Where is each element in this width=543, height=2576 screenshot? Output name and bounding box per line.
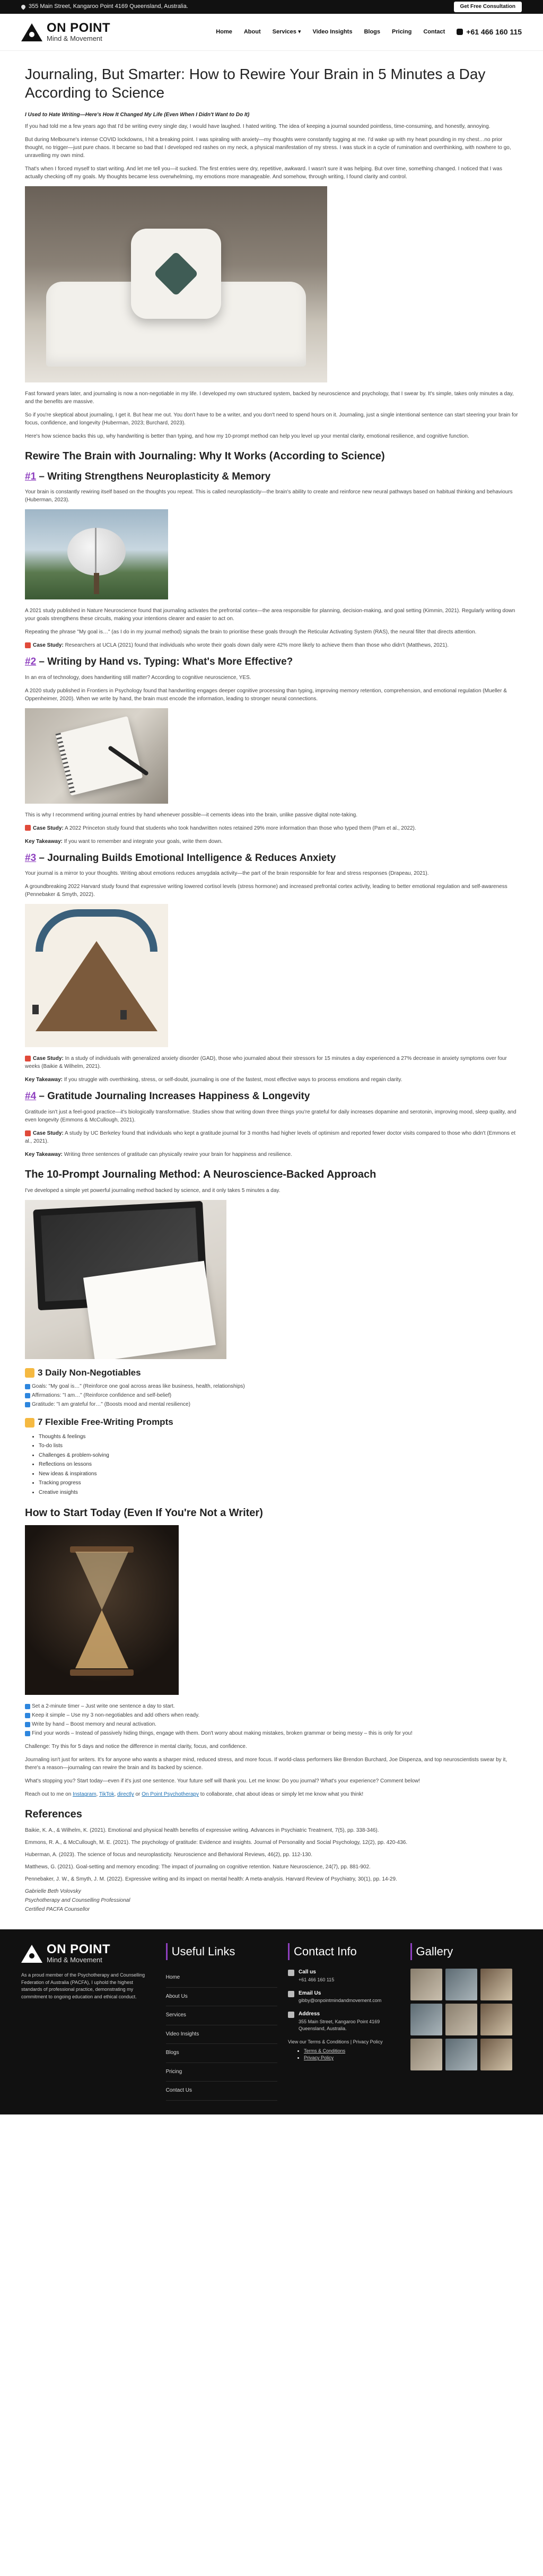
case-study-label: Case Study:: [33, 1130, 64, 1136]
section-1-heading: [25, 469, 518, 484]
method-intro: I've developed a simple yet powerful journaling method backed by science, and it only takes 5 minutes a day.: [25, 1187, 281, 1194]
logo-line2: Mind & Movement: [47, 34, 102, 42]
prompt-item: • Tracking progress: [39, 1478, 518, 1488]
main-nav: [216, 27, 522, 37]
case-study-text: In a study of individuals with generalized anxiety disorder (GAD), those who journaled about their stressors for 15 minutes a day experienced a 27% decrease in anxiety symptoms over four weeks (Baikie & Wilhelm, 2021).: [25, 1056, 507, 1070]
site-header: [0, 14, 543, 51]
body-paragraph: Repeating the phrase "My goal is…" (as I do in my journal method) signals the brain to prioritise these goals through the Reticular Activating System (RAS), the neural filter that directs attention.: [25, 629, 477, 636]
case-study-text: A study by UC Berkeley found that individuals who kept a gratitude journal for 3 months had higher levels of optimism and reported fewer doctor visits compared to those who didn't (Emmons et al., 2021).: [25, 1130, 516, 1144]
footer-contact-heading: Contact Info: [288, 1943, 399, 1960]
pin-icon: [25, 1130, 31, 1136]
instagram-link[interactable]: Instagram: [73, 1791, 97, 1798]
nav-home[interactable]: Home: [216, 28, 232, 35]
footer-logo-line1: ON POINT: [47, 1942, 111, 1957]
section-2-title: – Writing by Hand vs. Typing: What's More Effective?: [36, 656, 293, 668]
nav-blogs[interactable]: Blogs: [364, 28, 381, 35]
pin-icon: [25, 825, 31, 831]
gallery-thumbnail[interactable]: [410, 1969, 442, 2000]
key-takeaway-text: Writing three sentences of gratitude can physically rewire your brain for happiness and resilience.: [62, 1151, 292, 1158]
body-paragraph: Journaling isn't just for writers. It's for anyone who wants a sharper mind, reduced stress, and more focus. If world-class performers like Brendon Burchard, Joe Dispenza, and top neuroscientists swear by it, there's a reason—journaling can rewire the brain and its backed by science.: [25, 1757, 507, 1771]
section-2-heading: [25, 655, 518, 669]
key-takeaway: [25, 838, 518, 846]
key-takeaway-label: Key Takeaway:: [25, 838, 63, 845]
prompt-item: • New ideas & inspirations: [39, 1469, 518, 1479]
case-study: [25, 1055, 518, 1071]
section-3-title: – Journaling Builds Emotional Intelligence & Reduces Anxiety: [36, 852, 336, 864]
challenge-paragraph: Challenge: Try this for 5 days and notice the difference in mental clarity, focus, and confidence.: [25, 1744, 247, 1750]
number-1-icon: [25, 1384, 30, 1389]
author-credential: Certified PACFA Counsellor: [25, 1907, 90, 1913]
start-step-text: Write by hand – Boost memory and neural activation.: [32, 1721, 156, 1728]
location-pin-icon: [288, 2012, 294, 2018]
reach-out-paragraph: Reach out to me on Instagram, TikTok, directly or On Point Psychotherapy to collaborate, chat about ideas or simply let me know what you think!: [25, 1791, 364, 1798]
phone-icon: [288, 1970, 294, 1976]
case-study: [25, 824, 518, 832]
body-paragraph: A 2021 study published in Nature Neuroscience found that journaling activates the prefrontal cortex—the area responsible for planning, decision-making, and goal setting (Kimmin, 2021). Regularly writing down your goals strengthens these circuits, making your intentions clearer and easier to act on.: [25, 608, 515, 622]
footer-link-about[interactable]: About Us: [166, 1988, 277, 2007]
body-paragraph: A groundbreaking 2022 Harvard study found that expressive writing lowered cortisol levels (stress hormone) and increased prefrontal cortex activity, leading to better emotional regulation and self-awareness (Pennebaker & Smyth, 2022).: [25, 884, 507, 898]
case-study-text: Researchers at UCLA (2021) found that individuals who wrote their goals down daily were 42% more likely to achieve them than those who didn't (Matthews, 2021).: [63, 642, 449, 649]
logo-mark-icon: [21, 1945, 42, 1963]
gallery-thumbnail[interactable]: [410, 2039, 442, 2070]
article: [25, 51, 518, 1913]
gallery-thumbnail[interactable]: [480, 2004, 512, 2035]
case-study-label: Case Study:: [33, 1056, 64, 1062]
legal-line: View our Terms & Conditions | Privacy Policy: [288, 2039, 383, 2045]
prompt-item: • Creative insights: [39, 1488, 518, 1498]
section-4-heading: [25, 1089, 518, 1104]
author-signature: [25, 1887, 518, 1913]
nonneg-item: [25, 1400, 518, 1408]
rewire-heading: Rewire The Brain with Journaling: Why It Works (According to Science): [25, 450, 385, 462]
key-takeaway: [25, 1076, 518, 1084]
top-address-text: 355 Main Street, Kangaroo Point 4169 Queensland, Australia.: [29, 3, 188, 10]
intro-paragraph: That's when I forced myself to start writing. And let me tell you—it sucked. The first entries were dry, repetitive, awkward. I wasn't sure it was helping. But over time, something changed. I noticed that I was actually checking off my goals. My thoughts became less overwhelming, my emotions more manageable. And somehow, through writing, I found clarity and control.: [25, 166, 502, 180]
case-study: [25, 1129, 518, 1145]
footer-call[interactable]: [288, 1969, 399, 1983]
prompts-heading-text: 7 Flexible Free-Writing Prompts: [38, 1417, 173, 1428]
nav-video-insights[interactable]: Video Insights: [312, 28, 353, 35]
hourglass-image: [25, 1525, 179, 1695]
key-takeaway-text: If you struggle with overthinking, stress, or self-doubt, journaling is one of the fastest, most effective ways to process emotions and regain clarity.: [62, 1077, 402, 1083]
start-steps: [25, 1702, 518, 1737]
body-paragraph: A 2020 study published in Frontiers in Psychology found that handwriting engages deeper cognitive processing than typing, improving memory retention, comprehension, and emotional regulation (Mueller & Oppenheimer, 2020). When we write by hand, the brain must encode the information, leading to stronger neural connections.: [25, 687, 507, 702]
case-study-label: Case Study:: [33, 642, 64, 649]
header-phone[interactable]: [457, 27, 522, 37]
body-paragraph: What's stopping you? Start today—even if it's just one sentence. Your future self will thank you. Let me know: Do you journal? What's your experience? Comment below!: [25, 1778, 421, 1785]
start-heading: How to Start Today (Even If You're Not a Writer): [25, 1507, 263, 1519]
footer-address: [288, 2011, 399, 2032]
body-paragraph: Here's how science backs this up, why handwriting is better than typing, and how my 10-prompt method can help you level up your mental clarity, emotional resilience, and cognitive function.: [25, 433, 469, 439]
start-step: [25, 1702, 518, 1710]
gallery-thumbnail[interactable]: [480, 2039, 512, 2070]
address-label: Address: [299, 2011, 320, 2017]
section-1-number: #1: [25, 471, 37, 482]
intro-quote: I Used to Hate Writing—Here's How It Changed My Life (Even When I Didn't Want to Do It): [25, 112, 250, 118]
nav-services[interactable]: [273, 28, 301, 37]
case-study-label: Case Study:: [33, 825, 64, 831]
logo-line1: ON POINT: [47, 20, 111, 35]
nonneg-heading-text: 3 Daily Non-Negotiables: [38, 1367, 141, 1378]
notebook-pen-image: [25, 708, 168, 804]
nonneg-item: [25, 1391, 518, 1399]
footer-links-heading: Useful Links: [166, 1943, 277, 1960]
gallery-thumbnail[interactable]: [480, 1969, 512, 2000]
body-paragraph: In an era of technology, does handwriting still matter? According to cognitive neuroscience, YES.: [25, 674, 251, 681]
email-value: gibby@onpointmindandmovement.com: [299, 1998, 382, 2004]
pin-icon: [25, 1056, 31, 1061]
tiktok-link[interactable]: TikTok: [99, 1791, 115, 1798]
prompt-item: • To-do lists: [39, 1441, 518, 1451]
nonneg-heading: [25, 1367, 518, 1380]
memo-icon: [25, 1368, 34, 1378]
header-phone-number: +61 466 160 115: [466, 28, 522, 37]
legal-list: [304, 2048, 399, 2061]
footer-link-blogs[interactable]: Blogs: [166, 2044, 277, 2063]
case-study-text: A 2022 Princeton study found that students who took handwritten notes retained 29% more information than those who typed them (Pam et al., 2022).: [63, 825, 416, 831]
key-takeaway-label: Key Takeaway:: [25, 1077, 63, 1083]
body-paragraph: Your brain is constantly rewiring itself based on the thoughts you repeat. This is called neuroplasticity—the brain's ability to create and reinforce new neural pathways based on habitual thinking and behaviours (Huberman, 2023).: [25, 489, 513, 503]
footer-about-text: As a proud member of the Psychotherapy and Counselling Federation of Australia (PACFA), I uphold the highest standards of professional practice, demonstrating my commitment to ongoing education and ethical conduct.: [21, 1972, 145, 1999]
number-4-icon: [25, 1731, 30, 1736]
sofa-pillow-image: [25, 186, 327, 382]
site-logo[interactable]: [21, 22, 110, 43]
footer-logo-line2: Mind & Movement: [47, 1956, 102, 1964]
prompts-list: [39, 1432, 518, 1498]
nav-services-label: Services: [272, 28, 296, 35]
method-heading: The 10-Prompt Journaling Method: A Neuroscience-Backed Approach: [25, 1168, 376, 1180]
footer-gallery-col: [410, 1943, 522, 2100]
location-pin-icon: [20, 4, 26, 10]
website-link[interactable]: On Point Psychotherapy: [142, 1791, 199, 1798]
gallery-thumbnail[interactable]: [445, 2039, 477, 2070]
intro-paragraph: If you had told me a few years ago that I'd be writing every single day, I would have laughed. I hated writing. The idea of keeping a journal sounded pointless, time-consuming, and honestly, annoying.: [25, 123, 491, 129]
number-1-icon: [25, 1704, 30, 1709]
footer-link-contact[interactable]: Contact Us: [166, 2082, 277, 2101]
top-bar: [0, 0, 543, 14]
section-4-number: #4: [25, 1091, 37, 1102]
journaling-laptop-image: [25, 1200, 226, 1359]
prompts-heading: [25, 1416, 518, 1429]
call-value: +61 466 160 115: [299, 1977, 335, 1982]
body-paragraph: Fast forward years later, and journaling is now a non-negotiable in my life. I developed my own structured system, backed by neuroscience and psychology, that I swear by. It's simple, takes only minutes a day, and the benefits are massive.: [25, 390, 514, 405]
footer-email[interactable]: [288, 1990, 399, 2005]
footer-link-pricing[interactable]: Pricing: [166, 2063, 277, 2082]
call-label: Call us: [299, 1969, 316, 1975]
nav-about[interactable]: About: [243, 28, 261, 35]
number-3-icon: [25, 1402, 30, 1407]
body-paragraph: Gratitude isn't just a feel-good practice—it's biologically transformative. Studies show that writing down three things you're grateful for daily increases dopamine and serotonin, improving mood, sleep quality, and even longevity (Emmons & McCullough, 2021).: [25, 1109, 516, 1123]
body-paragraph: This is why I recommend writing journal entries by hand whenever possible—it cements ideas into the brain, unlike passive digital note-taking.: [25, 812, 357, 818]
reference-item: Pennebaker, J. W., & Smyth, J. M. (2022). Expressive writing and its impact on mental health: A meta-analysis. Harvard Review of Psychiatry, 30(1), pp. 14-29.: [25, 1876, 397, 1883]
nonneg-item-text: Goals: "My goal is…" (Reinforce one goal across areas like business, health, relationships): [32, 1383, 245, 1390]
nonneg-item: [25, 1382, 518, 1390]
gallery-grid: [410, 1969, 522, 2070]
key-takeaway-label: Key Takeaway:: [25, 1151, 63, 1158]
references-list: [25, 1826, 518, 1883]
gallery-thumbnail[interactable]: [445, 1969, 477, 2000]
address-value: 355 Main Street, Kangaroo Point 4169 Queensland, Australia.: [299, 2018, 380, 2031]
number-2-icon: [25, 1713, 30, 1718]
chevron-down-icon: ▾: [297, 28, 301, 35]
author-name: Gabrielle Beth Volovsky: [25, 1889, 81, 1895]
nav-contact[interactable]: Contact: [423, 28, 445, 35]
start-step: [25, 1720, 518, 1728]
body-paragraph: Your journal is a mirror to your thoughts. Writing about emotions reduces amygdala activity—the part of the brain responsible for fear and stress responses (Drapeau, 2021).: [25, 871, 429, 877]
intro-paragraph: But during Melbourne's intense COVID lockdowns, I hit a breaking point. I was spiraling with anxiety—my thoughts were constantly tugging at me. I'd wake up with my heart pounding in my chest…no prior thought, no trigger—just pure chaos. It became so bad that I developed red rashes on my neck, a physical manifestation of my stress. I was stuck in a cycle of rumination and overthinking, with nowhere to go, unravelling my own mind.: [25, 136, 511, 159]
key-takeaway-text: If you want to remember and integrate your goals, write them down.: [62, 838, 223, 845]
nav-pricing[interactable]: Pricing: [392, 28, 412, 35]
gallery-thumbnail[interactable]: [445, 2004, 477, 2035]
reference-item: Baikie, K. A., & Wilhelm, K. (2021). Emotional and physical health benefits of expressive writing. Advances in Psychiatric Treatment, 7(5), pp. 338-346).: [25, 1827, 379, 1834]
footer-link-home[interactable]: Home: [166, 1969, 277, 1988]
section-3-heading: [25, 851, 518, 866]
prompt-item: • Thoughts & feelings: [39, 1432, 518, 1442]
reference-item: Huberman, A. (2023). The science of focus and neuroplasticity. Neuroscience and Behavioral Reviews, 46(2), pp. 112-130.: [25, 1852, 312, 1858]
anxiety-illustration-image: [25, 904, 168, 1047]
footer-gallery-heading: Gallery: [410, 1943, 522, 1960]
footer-link-services[interactable]: Services: [166, 2006, 277, 2025]
top-address: [21, 3, 188, 11]
key-takeaway: [25, 1151, 518, 1159]
footer-contact-col: [288, 1943, 399, 2100]
prompt-item: • Challenges & problem-solving: [39, 1451, 518, 1460]
footer-links-col: [166, 1943, 277, 2100]
section-3-number: #3: [25, 852, 37, 864]
section-1-title: – Writing Strengthens Neuroplasticity & Memory: [36, 471, 271, 482]
references-heading: References: [25, 1808, 82, 1821]
email-icon: [288, 1991, 294, 1997]
reference-item: Matthews, G. (2021). Goal-setting and memory encoding: The impact of journaling on cognitive retention. Nature Neuroscience, 24(7), pp. 881-902.: [25, 1864, 371, 1870]
free-consultation-button[interactable]: Get Free Consultation: [454, 2, 522, 13]
nonneg-item-text: Affirmations: "I am…" (Reinforce confidence and self-belief): [32, 1393, 172, 1399]
start-step-text: Keep it simple – Use my 3 non-negotiables and add others when ready.: [32, 1712, 200, 1719]
article-title: Journaling, But Smarter: How to Rewire Your Brain in 5 Minutes a Day According to Science: [25, 66, 486, 101]
terms-link[interactable]: Terms & Conditions: [304, 2048, 346, 2054]
footer-link-video-insights[interactable]: Video Insights: [166, 2025, 277, 2044]
footer-about-col: [21, 1943, 155, 2100]
section-4-title: – Gratitude Journaling Increases Happiness & Longevity: [36, 1091, 310, 1102]
body-paragraph: So if you're skeptical about journaling, I get it. But hear me out. You don't have to be a writer, and you don't need to spend hours on it. Journaling, just a single intentional sentence can start steering your brain for focus, confidence, and longevity (Huberman, 2023; Burchard, 2023).: [25, 412, 518, 426]
pin-icon: [25, 642, 31, 648]
start-step-text: Find your words – Instead of passively hiding things, engage with them. Don't worry about making mistakes, broken grammar or being messy – this is only for you!: [32, 1730, 413, 1737]
author-title: Psychotherapy and Counselling Professional: [25, 1898, 130, 1904]
prompt-item: • Reflections on lessons: [39, 1460, 518, 1469]
privacy-link[interactable]: Privacy Policy: [304, 2055, 334, 2061]
email-link[interactable]: directly: [117, 1791, 134, 1798]
reach-out-post: to collaborate, chat about ideas or simply let me know what you think!: [199, 1791, 364, 1798]
case-study: [25, 641, 518, 649]
logo-mark-icon: [21, 23, 42, 41]
pencil-icon: [25, 1418, 34, 1428]
brain-tree-image: [25, 509, 168, 599]
phone-icon: [457, 29, 463, 35]
footer-logo[interactable]: [21, 1943, 155, 1964]
reach-out-pre: Reach out to me on: [25, 1791, 73, 1798]
gallery-thumbnail[interactable]: [410, 2004, 442, 2035]
number-3-icon: [25, 1722, 30, 1727]
start-step: [25, 1729, 518, 1737]
nonneg-item-text: Gratitude: "I am grateful for…" (Boosts mood and mental resilience): [32, 1402, 190, 1408]
site-footer: [0, 1929, 543, 2114]
start-step-text: Set a 2-minute timer – Just write one sentence a day to start.: [32, 1703, 175, 1710]
nonneg-list: [25, 1382, 518, 1408]
start-step: [25, 1711, 518, 1719]
reference-item: Emmons, R. A., & McCullough, M. E. (2021). The psychology of gratitude: Evidence and insights. Journal of Personality and Social Psychology, 12(2), pp. 420-436.: [25, 1840, 408, 1846]
number-2-icon: [25, 1393, 30, 1398]
section-2-number: #2: [25, 656, 37, 668]
email-label: Email Us: [299, 1990, 321, 1996]
